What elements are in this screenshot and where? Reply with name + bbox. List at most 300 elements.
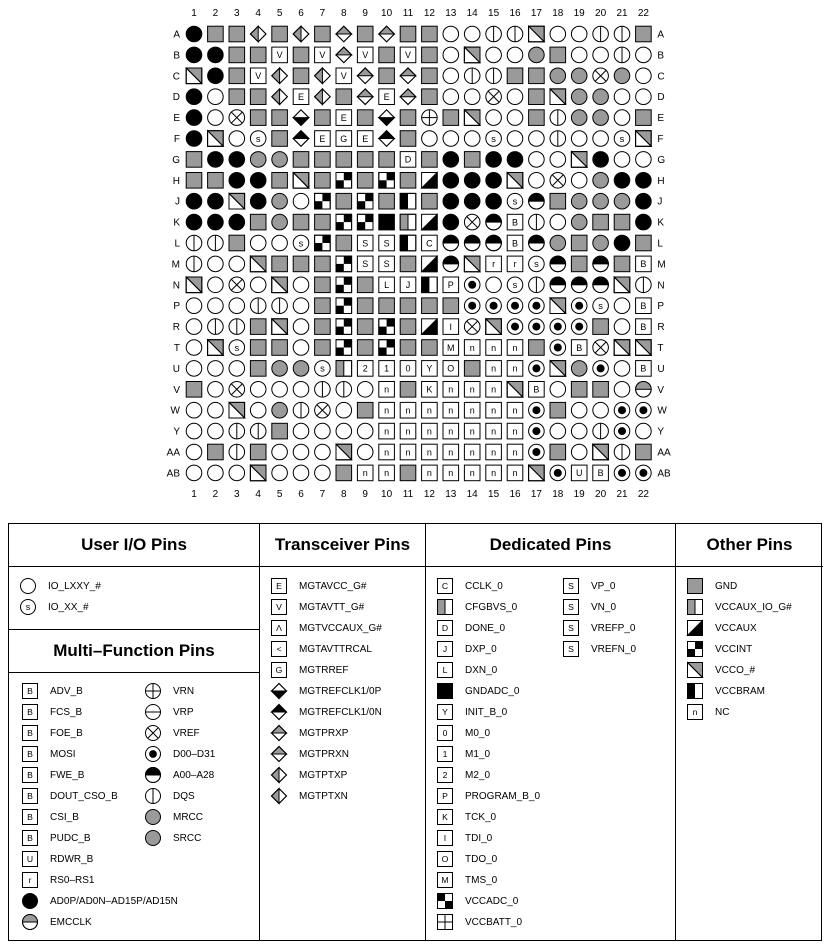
pin-J4 [250, 193, 266, 209]
svg-text:Λ: Λ [276, 623, 282, 634]
row-label-right: E [657, 113, 665, 125]
svg-text:S: S [383, 259, 390, 270]
pin-D17 [529, 89, 545, 105]
legend-item [436, 766, 490, 784]
legend-item-label: CFGBVS_0 [465, 601, 518, 613]
legend-item-label: IO_XX_# [48, 601, 89, 613]
column-label-bottom: 3 [234, 489, 240, 500]
pin-K19 [571, 214, 587, 230]
svg-text:E: E [362, 133, 369, 144]
letter-box-symbol [23, 873, 38, 888]
row-label-left: A [173, 29, 180, 41]
svg-text:n: n [384, 405, 390, 416]
pin-P8 [336, 298, 352, 314]
pin-AA8 [336, 444, 352, 460]
pin-A17 [529, 26, 545, 42]
pin-F1 [186, 131, 202, 147]
pin-C17 [529, 68, 545, 84]
row-label-left: D [172, 92, 180, 104]
legend-item [436, 682, 519, 700]
column-label-top: 13 [445, 8, 457, 19]
pin-A12 [422, 26, 438, 42]
legend-item-label: FOE_B [50, 727, 83, 739]
pin-V16 [507, 382, 523, 398]
pin-Y20 [593, 423, 609, 439]
pin-Y5 [272, 423, 288, 439]
pin-C7 [315, 68, 331, 84]
svg-text:P: P [442, 791, 448, 802]
pin-E9 [357, 110, 373, 126]
svg-text:L: L [384, 280, 390, 291]
pin-U11 [400, 361, 416, 377]
vccbatt-symbol [438, 915, 453, 930]
legend-item [436, 619, 505, 637]
pin-Y13 [443, 423, 459, 439]
pin-J20 [593, 193, 609, 209]
letter-box-symbol [564, 600, 579, 615]
pin-J9 [357, 193, 373, 209]
svg-text:n: n [512, 405, 518, 416]
legend-item-label: MOSI [50, 748, 76, 760]
legend-item [270, 724, 348, 742]
legend-item-label: TMS_0 [465, 874, 498, 886]
pin-C12 [422, 68, 438, 84]
pin-M9 [357, 256, 373, 272]
pin-P2 [208, 298, 224, 314]
pin-F6 [293, 131, 309, 147]
pin-U1 [186, 361, 202, 377]
pin-E1 [186, 110, 202, 126]
pin-B18 [550, 47, 566, 63]
pin-F21 [614, 131, 630, 147]
column-label-top: 5 [276, 8, 283, 19]
letter-box-symbol [438, 831, 453, 846]
legend-item-label: VN_0 [591, 601, 617, 613]
svg-text:B: B [533, 384, 540, 395]
row-label-right: G [657, 154, 666, 166]
svg-text:B: B [640, 363, 647, 374]
svg-text:n: n [426, 405, 432, 416]
pin-T12 [422, 340, 438, 356]
letter-box-symbol [23, 684, 38, 699]
column-label-top: 17 [530, 8, 542, 19]
legend-item [19, 577, 101, 595]
pin-F7 [315, 131, 331, 147]
pin-D2 [208, 89, 224, 105]
row-label-left: V [173, 384, 180, 396]
letter-box-symbol [23, 747, 38, 762]
pin-L14 [464, 235, 480, 251]
legend-item [436, 892, 518, 910]
pin-V22 [636, 381, 652, 397]
row-label-right: T [657, 343, 664, 354]
svg-text:B: B [597, 468, 604, 479]
pin-R11 [400, 319, 416, 335]
svg-text:S: S [568, 644, 574, 655]
pin-C19 [571, 68, 587, 84]
pin-D11 [400, 89, 416, 105]
svg-text:B: B [640, 321, 647, 332]
pin-D13 [443, 89, 459, 105]
row-label-right: AA [657, 447, 671, 459]
pin-G3 [229, 152, 245, 168]
pin-V14 [464, 382, 480, 398]
pin-C5 [272, 68, 288, 84]
pin-G4 [250, 152, 266, 168]
pin-F16 [507, 131, 523, 147]
pin-P17 [529, 298, 545, 314]
pin-W8 [336, 402, 352, 418]
pin-G6 [293, 152, 309, 168]
pin-U20 [593, 361, 609, 377]
pin-C8 [336, 68, 352, 84]
pin-Y4 [250, 423, 266, 439]
pin-K6 [293, 214, 309, 230]
pin-M3 [229, 256, 245, 272]
pin-AB4 [250, 465, 266, 481]
pin-AB22 [636, 465, 652, 481]
mgt-rx-symbol [272, 726, 287, 741]
pin-B19 [571, 47, 587, 63]
column-label-bottom: 20 [595, 489, 607, 500]
svg-text:J: J [442, 644, 448, 655]
legend-item [270, 640, 372, 658]
legend-item-label: MGTAVCC_G# [299, 580, 367, 592]
pin-R17 [529, 319, 545, 335]
multi-function-heading: Multi–Function Pins [9, 629, 259, 673]
pin-F3 [229, 131, 245, 147]
pin-E15 [486, 110, 502, 126]
pin-M2 [208, 256, 224, 272]
pin-B14 [464, 47, 480, 63]
legend-item-label: MGTVCCAUX_G# [299, 622, 382, 634]
pin-F14 [464, 131, 480, 147]
svg-text:I: I [443, 833, 447, 844]
pin-V15 [486, 382, 502, 398]
pin-AB18 [550, 465, 566, 481]
legend-item [21, 871, 94, 889]
legend-item [436, 640, 497, 658]
legend-item-label: VCCAUX_IO_G# [715, 601, 792, 613]
legend-item-label: MGTREFCLK1/0P [299, 685, 382, 697]
pin-L17 [529, 235, 545, 251]
pin-D7 [315, 89, 331, 105]
pin-A11 [400, 26, 416, 42]
pin-A16 [507, 26, 523, 42]
legend-item-label: VP_0 [591, 580, 616, 592]
pin-B4 [250, 47, 266, 63]
letter-box-symbol [438, 768, 453, 783]
row-label-left: R [172, 322, 180, 334]
pin-T20 [593, 340, 609, 356]
pin-P6 [293, 298, 309, 314]
pin-E7 [315, 110, 331, 126]
pin-Y18 [550, 423, 566, 439]
row-label-left: J [175, 196, 180, 208]
row-label-left: M [171, 259, 180, 271]
svg-text:U: U [26, 854, 34, 865]
row-label-left: U [172, 363, 180, 375]
pin-U9 [357, 361, 373, 377]
pin-F8 [336, 131, 352, 147]
pin-H10 [379, 173, 395, 189]
column-label-bottom: 15 [488, 489, 500, 500]
letter-box-symbol [438, 579, 453, 594]
legend-item-label: MGTPTXP [299, 769, 348, 781]
legend-item [21, 913, 92, 931]
pin-K20 [593, 214, 609, 230]
svg-text:n: n [384, 447, 390, 458]
legend-item [436, 829, 492, 847]
pin-H4 [250, 173, 266, 189]
dedicated-heading: Dedicated Pins [426, 524, 675, 567]
column-label-top: 9 [362, 8, 368, 19]
pin-V18 [550, 382, 566, 398]
column-label-bottom: 5 [276, 489, 283, 500]
svg-text:S: S [362, 238, 369, 249]
pin-H11 [400, 173, 416, 189]
pin-D6 [293, 89, 309, 105]
pin-L16 [507, 235, 523, 251]
legend-item [436, 850, 497, 868]
pin-W4 [250, 402, 266, 418]
row-label-left: F [173, 134, 180, 145]
pin-U16 [507, 361, 523, 377]
legend-item [562, 577, 615, 595]
legend-item-label: CSI_B [50, 811, 79, 823]
pin-E4 [250, 110, 266, 126]
pin-B9 [357, 47, 373, 63]
legend-item [270, 682, 381, 700]
svg-text:B: B [27, 707, 33, 718]
pin-J16 [507, 193, 523, 209]
pin-G13 [443, 152, 459, 168]
pin-T1 [186, 340, 202, 356]
pin-K3 [229, 214, 245, 230]
pin-D10 [379, 89, 395, 105]
column-label-bottom: 17 [530, 489, 542, 500]
column-label-top: 11 [402, 8, 414, 19]
pin-AA15 [486, 444, 502, 460]
svg-text:S: S [568, 623, 574, 634]
pin-A8 [336, 26, 352, 42]
pin-H8 [336, 173, 352, 189]
legend-item-label: VREFP_0 [591, 622, 636, 634]
pin-K16 [507, 214, 523, 230]
io-xx-symbol [21, 600, 36, 615]
svg-text:n: n [469, 384, 475, 395]
pin-L11 [400, 235, 416, 251]
pin-Y15 [486, 423, 502, 439]
svg-text:O: O [441, 854, 449, 865]
svg-text:V: V [319, 50, 326, 61]
pin-N5 [272, 277, 288, 293]
pin-R3 [229, 319, 245, 335]
svg-text:I: I [449, 321, 453, 332]
pin-N6 [293, 277, 309, 293]
pin-B8 [336, 47, 352, 63]
pin-J19 [571, 193, 587, 209]
legend-item-label: DXN_0 [465, 664, 498, 676]
pin-T21 [614, 340, 630, 356]
row-label-right: K [657, 217, 665, 229]
svg-text:n: n [405, 405, 411, 416]
pin-R21 [614, 319, 630, 335]
pin-G20 [593, 152, 609, 168]
row-label-left: AA [166, 447, 180, 459]
legend-item-label: MGTAVTTRCAL [299, 643, 372, 655]
pin-AB20 [593, 465, 609, 481]
row-label-left: P [173, 301, 180, 313]
letter-box-symbol [272, 642, 287, 657]
legend-item-label: TDO_0 [465, 853, 498, 865]
pin-F4 [250, 131, 266, 147]
pin-W21 [614, 402, 630, 418]
pin-AB2 [208, 465, 224, 481]
legend-item-label: GND [715, 580, 738, 592]
svg-text:0: 0 [405, 363, 411, 374]
pin-N2 [208, 277, 224, 293]
legend-item-label: VCCBRAM [715, 685, 766, 697]
legend-item [686, 619, 757, 637]
pin-M22 [636, 256, 652, 272]
pin-G2 [208, 152, 224, 168]
svg-text:B: B [27, 812, 33, 823]
svg-text:2: 2 [362, 363, 368, 374]
pin-Y12 [422, 423, 438, 439]
pin-Y19 [571, 423, 587, 439]
pin-B15 [486, 47, 502, 63]
pin-R16 [507, 319, 523, 335]
svg-text:G: G [275, 665, 283, 676]
pin-W6 [293, 402, 309, 418]
column-label-bottom: 16 [509, 489, 521, 500]
pin-C20 [593, 68, 609, 84]
svg-text:r: r [492, 259, 496, 270]
pin-AA10 [379, 444, 395, 460]
column-label-bottom: 22 [637, 489, 649, 500]
svg-text:V: V [255, 71, 262, 82]
pin-H18 [550, 173, 566, 189]
pin-J7 [315, 193, 331, 209]
legend-item-label: EMCCLK [50, 916, 92, 928]
legend-item [144, 808, 203, 826]
pin-L6 [293, 235, 309, 251]
pin-M8 [336, 256, 352, 272]
svg-text:0: 0 [442, 728, 448, 739]
column-label-bottom: 11 [402, 489, 414, 500]
legend-item [436, 598, 517, 616]
svg-text:n: n [426, 426, 432, 437]
pin-K4 [250, 214, 266, 230]
row-label-left: G [172, 154, 180, 166]
row-label-right: H [657, 175, 665, 187]
legend-item [270, 661, 348, 679]
letter-box-symbol [438, 726, 453, 741]
pin-AA16 [507, 444, 523, 460]
pin-AA12 [422, 444, 438, 460]
svg-text:M: M [441, 875, 449, 886]
pin-AA11 [400, 444, 416, 460]
row-label-left: N [172, 280, 180, 292]
letter-box-symbol [438, 642, 453, 657]
pin-T2 [208, 340, 224, 356]
pin-A20 [593, 26, 609, 42]
pin-AA21 [614, 444, 630, 460]
legend-item [144, 745, 215, 763]
column-label-top: 10 [381, 8, 393, 19]
svg-text:C: C [426, 238, 433, 249]
pin-AB13 [443, 465, 459, 481]
legend-item [562, 619, 635, 637]
pin-J21 [614, 193, 630, 209]
pin-L7 [315, 235, 331, 251]
pin-L13 [443, 235, 459, 251]
pin-F20 [593, 131, 609, 147]
mgt-tx-symbol [272, 789, 287, 804]
pin-F13 [443, 131, 459, 147]
pin-A18 [550, 26, 566, 42]
pin-C2 [208, 68, 224, 84]
pin-Y7 [315, 423, 331, 439]
pin-U12 [422, 361, 438, 377]
letter-box-symbol [23, 852, 38, 867]
row-label-right: J [657, 196, 663, 208]
pin-L10 [379, 235, 395, 251]
legend-item-label: MGTPRXN [299, 748, 349, 760]
legend-item [270, 766, 347, 784]
mgt-tx-symbol [272, 768, 287, 783]
pin-B20 [593, 47, 609, 63]
svg-text:B: B [27, 833, 33, 844]
legend-col-user-io [9, 524, 260, 940]
pin-N8 [336, 277, 352, 293]
pin-V20 [593, 382, 609, 398]
pin-N18 [550, 277, 566, 293]
legend-item-label: VCCO_# [715, 664, 756, 676]
svg-text:s: s [491, 133, 496, 144]
legend-item [270, 745, 349, 763]
pin-C18 [550, 68, 566, 84]
legend-item [21, 850, 93, 868]
legend-item [21, 724, 83, 742]
pin-R9 [357, 319, 373, 335]
pin-Y10 [379, 423, 395, 439]
legend-item-label: GNDADC_0 [465, 685, 520, 697]
svg-text:U: U [575, 468, 583, 479]
pin-N21 [614, 277, 630, 293]
letter-box-symbol [438, 747, 453, 762]
legend-item [436, 787, 540, 805]
letter-box-symbol [272, 579, 287, 594]
pin-V11 [400, 382, 416, 398]
pin-E18 [550, 110, 566, 126]
pin-B17 [529, 47, 545, 63]
pin-R10 [379, 319, 395, 335]
pin-C1 [186, 68, 202, 84]
pin-P15 [486, 298, 502, 314]
pin-B2 [208, 47, 224, 63]
pin-A19 [571, 26, 587, 42]
pin-H13 [443, 173, 459, 189]
column-label-bottom: 9 [362, 489, 368, 500]
pin-L15 [486, 235, 502, 251]
pin-H9 [357, 173, 373, 189]
pin-R20 [593, 319, 609, 335]
pin-W2 [208, 402, 224, 418]
pin-V2 [208, 382, 224, 398]
svg-text:s: s [298, 238, 304, 249]
